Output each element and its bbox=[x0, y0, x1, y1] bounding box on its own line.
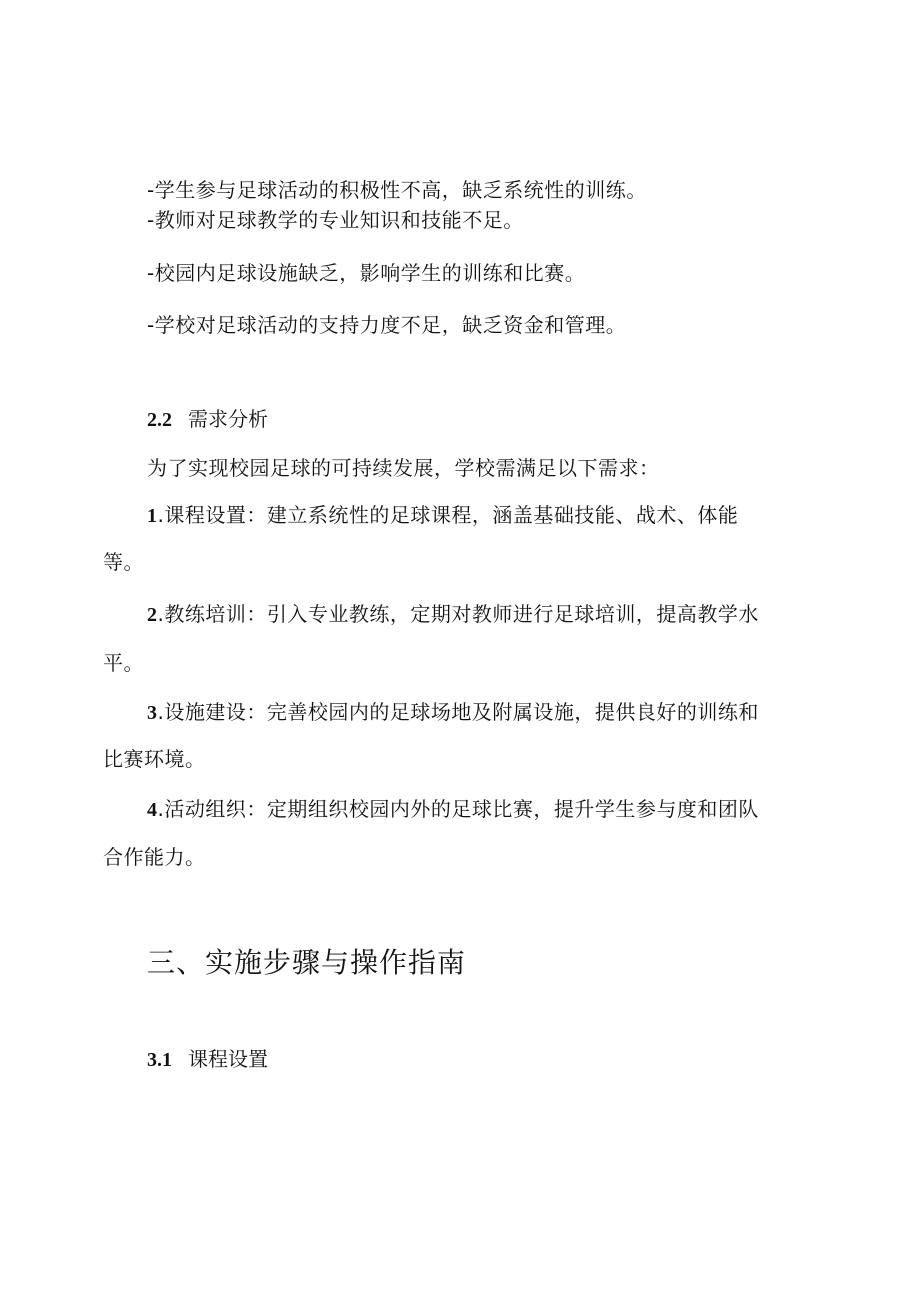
section-title: 需求分析 bbox=[188, 407, 268, 431]
problem-item-3: -校园内足球设施缺乏，影响学生的训练和比赛。 bbox=[147, 261, 586, 285]
section-number: 2.2 bbox=[147, 409, 172, 431]
need-text: .教练培训：引入专业教练，定期对教师进行足球培训，提高教学水 bbox=[157, 602, 759, 626]
problem-item-4: -学校对足球活动的支持力度不足，缺乏资金和管理。 bbox=[147, 313, 627, 337]
need-item-2 bbox=[147, 600, 759, 629]
chapter-3-heading: 三、实施步骤与操作指南 bbox=[147, 946, 467, 979]
need-item-1-cont: 等。 bbox=[103, 550, 144, 574]
need-item-3 bbox=[147, 698, 759, 727]
need-number: 1 bbox=[147, 505, 158, 527]
need-text: .设施建设：完善校园内的足球场地及附属设施，提供良好的训练和 bbox=[157, 700, 759, 724]
section-2-2-heading bbox=[147, 405, 268, 434]
need-item-4-cont: 合作能力。 bbox=[103, 845, 206, 869]
need-item-4 bbox=[147, 795, 759, 824]
need-item-3-cont: 比赛环境。 bbox=[103, 747, 206, 771]
problem-item-1: -学生参与足球活动的积极性不高，缺乏系统性的训练。 bbox=[147, 178, 647, 202]
need-item-1 bbox=[147, 501, 738, 530]
section-3-1-heading bbox=[147, 1045, 268, 1074]
need-number: 3 bbox=[147, 702, 158, 724]
need-item-2-cont: 平。 bbox=[103, 651, 144, 675]
needs-intro: 为了实现校园足球的可持续发展，学校需满足以下需求： bbox=[147, 456, 660, 480]
need-text: .课程设置：建立系统性的足球课程，涵盖基础技能、战术、体能 bbox=[157, 503, 739, 527]
section-title: 课程设置 bbox=[188, 1047, 268, 1071]
need-number: 4 bbox=[147, 799, 158, 821]
section-number: 3.1 bbox=[147, 1049, 172, 1071]
problem-item-2: -教师对足球教学的专业知识和技能不足。 bbox=[147, 208, 524, 232]
need-number: 2 bbox=[147, 604, 158, 626]
need-text: .活动组织：定期组织校园内外的足球比赛，提升学生参与度和团队 bbox=[157, 797, 759, 821]
